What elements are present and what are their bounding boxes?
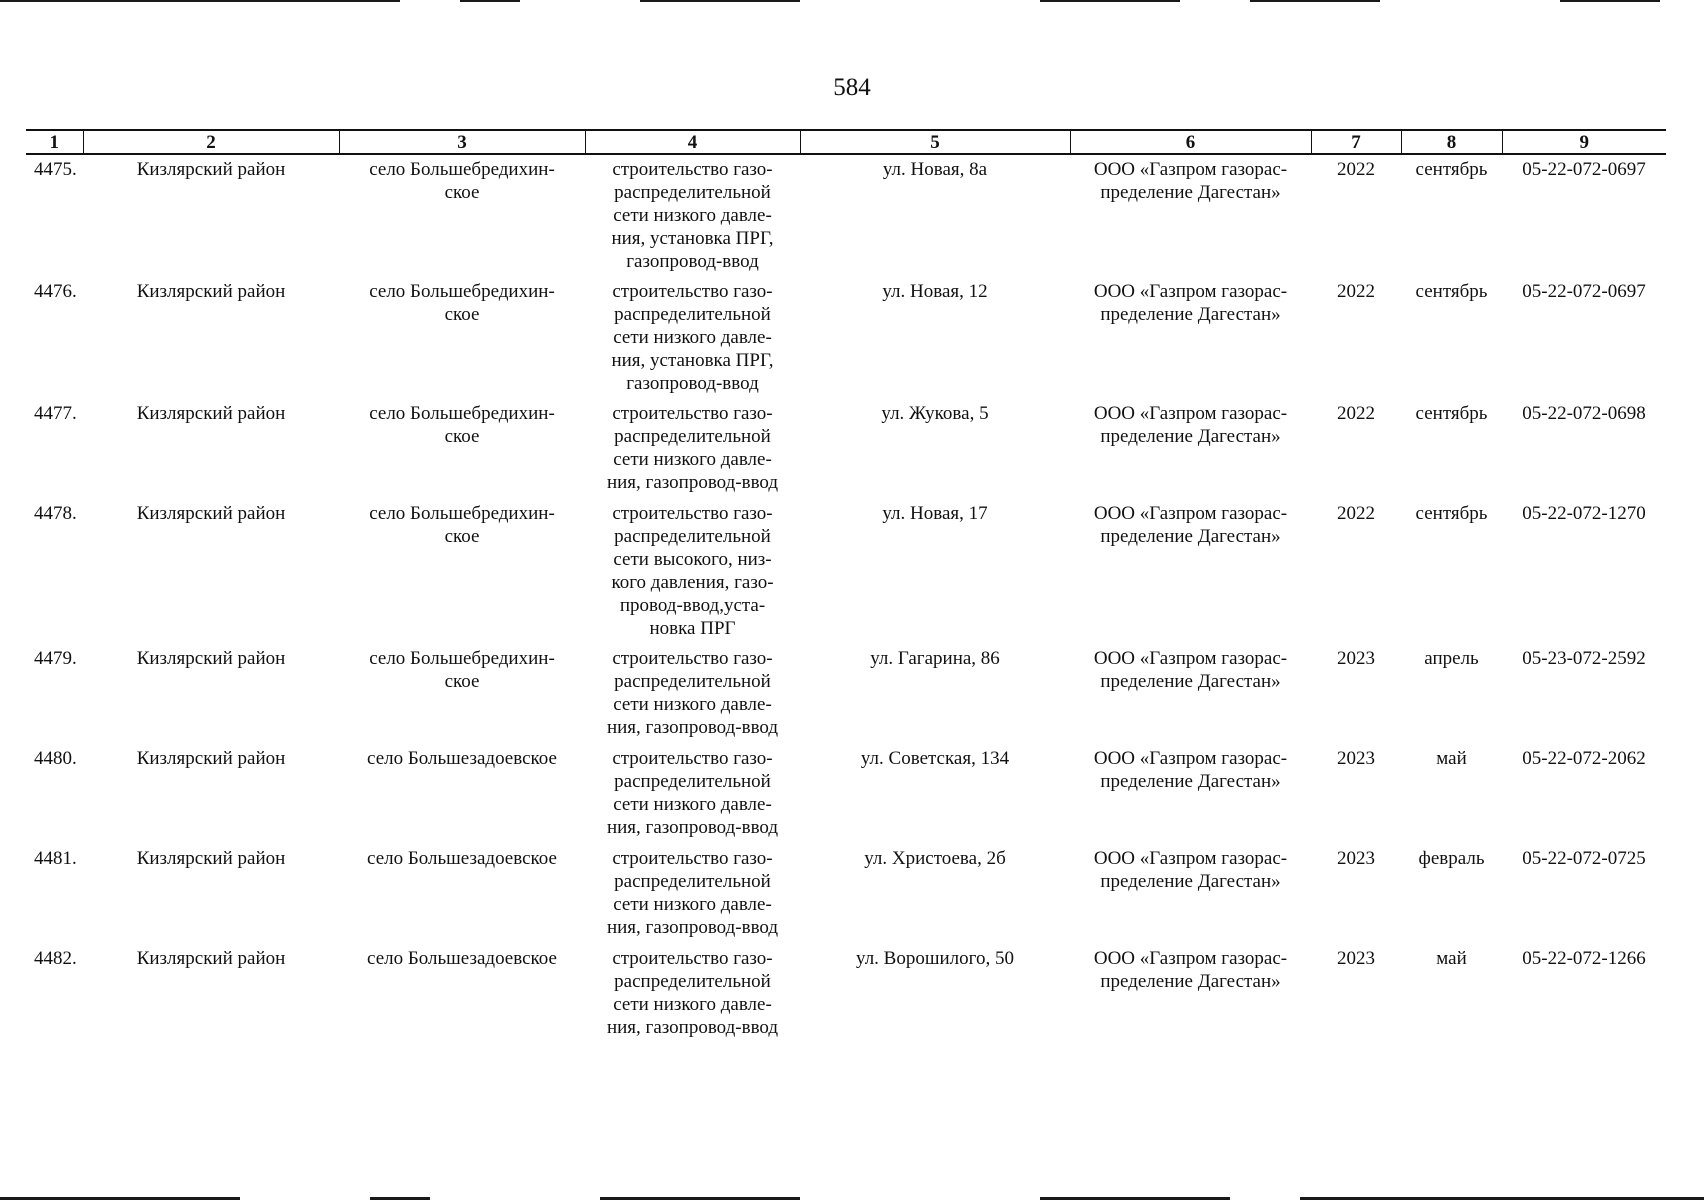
column-header-2: 2 <box>83 130 339 154</box>
month-cell: май <box>1436 748 1467 769</box>
organization-cell <box>1070 944 1311 1044</box>
column-header-1: 1 <box>26 130 83 154</box>
row-number: 4476. <box>34 281 77 302</box>
settlement-cell-line: ское <box>444 671 480 692</box>
settlement-cell-line: ское <box>444 526 480 547</box>
work-description-cell-line: строительство газо- <box>612 848 773 869</box>
work-description-cell-line: ния, газопровод-ввод <box>606 1017 779 1038</box>
organization-cell <box>1070 277 1311 399</box>
row-number: 4482. <box>34 948 77 969</box>
district-cell: Кизлярский район <box>136 648 286 669</box>
year-cell: 2022 <box>1337 503 1375 524</box>
settlement-cell <box>339 844 585 944</box>
code-cell: 05-22-072-0725 <box>1522 848 1646 869</box>
settlement-cell-line: село Большезадоевское <box>367 948 557 969</box>
scan-edge-top-4 <box>1040 0 1180 2</box>
code-cell: 05-22-072-0698 <box>1522 403 1646 424</box>
settlement-cell-line: ское <box>444 182 480 203</box>
row-number: 4475. <box>34 159 77 180</box>
work-description-cell-line: строительство газо- <box>612 948 773 969</box>
year-cell: 2023 <box>1337 848 1375 869</box>
year-cell: 2022 <box>1337 159 1375 180</box>
organization-cell-line: ООО «Газпром газорас- <box>1093 648 1288 669</box>
work-description-cell <box>585 154 800 277</box>
settlement-cell <box>339 499 585 644</box>
scan-edge-top-3 <box>640 0 800 2</box>
settlement-cell-line: село Большезадоевское <box>367 848 557 869</box>
address-cell: ул. Новая, 17 <box>882 503 988 524</box>
organization-cell-line: пределение Дагестан» <box>1100 771 1281 792</box>
work-description-cell-line: ния, газопровод-ввод <box>606 817 779 838</box>
settlement-cell <box>339 944 585 1044</box>
work-description-cell-line: сети низкого давле- <box>613 694 772 715</box>
organization-cell-line: ООО «Газпром газорас- <box>1093 503 1288 524</box>
column-header-3: 3 <box>339 130 585 154</box>
work-description-cell-line: сети низкого давле- <box>613 794 772 815</box>
organization-cell-line: ООО «Газпром газорас- <box>1093 159 1288 180</box>
row-number: 4481. <box>34 848 77 869</box>
work-description-cell-line: ния, газопровод-ввод <box>606 472 779 493</box>
district-cell: Кизлярский район <box>136 948 286 969</box>
column-header-7: 7 <box>1311 130 1401 154</box>
work-description-cell-line: распределительной <box>614 971 771 992</box>
row-number: 4477. <box>34 403 77 424</box>
work-description-cell-line: сети низкого давле- <box>613 894 772 915</box>
work-description-cell <box>585 844 800 944</box>
work-description-cell-line: новка ПРГ <box>649 618 736 639</box>
code-cell: 05-22-072-1266 <box>1522 948 1646 969</box>
column-header-8: 8 <box>1401 130 1502 154</box>
organization-cell-line: пределение Дагестан» <box>1100 671 1281 692</box>
work-description-cell <box>585 399 800 499</box>
work-description-cell-line: распределительной <box>614 304 771 325</box>
page-number: 584 <box>833 74 871 101</box>
organization-cell-line: ООО «Газпром газорас- <box>1093 281 1288 302</box>
column-header-4: 4 <box>585 130 800 154</box>
settlement-cell <box>339 154 585 277</box>
settlement-cell-line: ское <box>444 304 480 325</box>
column-header-6: 6 <box>1070 130 1311 154</box>
work-description-cell-line: строительство газо- <box>612 748 773 769</box>
settlement-cell <box>339 399 585 499</box>
settlement-cell <box>339 644 585 744</box>
work-description-cell-line: строительство газо- <box>612 503 773 524</box>
month-cell: сентябрь <box>1415 281 1488 302</box>
work-description-cell <box>585 944 800 1044</box>
district-cell: Кизлярский район <box>136 848 286 869</box>
work-description-cell-line: строительство газо- <box>612 648 773 669</box>
month-cell: февраль <box>1418 848 1485 869</box>
scan-edge-top-6 <box>1560 0 1660 2</box>
month-cell: сентябрь <box>1415 403 1488 424</box>
table-row <box>26 277 1666 399</box>
work-description-cell-line: ния, газопровод-ввод <box>606 717 779 738</box>
district-cell: Кизлярский район <box>136 403 286 424</box>
organization-cell-line: пределение Дагестан» <box>1100 304 1281 325</box>
code-cell: 05-22-072-1270 <box>1522 503 1646 524</box>
settlement-cell-line: село Большебредихин- <box>369 503 555 524</box>
month-cell: сентябрь <box>1415 159 1488 180</box>
organization-cell-line: пределение Дагестан» <box>1100 971 1281 992</box>
work-description-cell-line: распределительной <box>614 771 771 792</box>
organization-cell <box>1070 154 1311 277</box>
organization-cell <box>1070 499 1311 644</box>
organization-cell-line: ООО «Газпром газорас- <box>1093 848 1288 869</box>
table-row <box>26 399 1666 499</box>
organization-cell-line: пределение Дагестан» <box>1100 182 1281 203</box>
organization-cell-line: пределение Дагестан» <box>1100 426 1281 447</box>
work-description-cell-line: сети низкого давле- <box>613 205 772 226</box>
work-description-cell-line: ния, установка ПРГ, <box>611 228 774 249</box>
register-table-wrap <box>26 129 1666 1044</box>
work-description-cell <box>585 499 800 644</box>
work-description-cell-line: сети высокого, низ- <box>613 549 772 570</box>
work-description-cell-line: газопровод-ввод <box>626 251 759 272</box>
column-header-9: 9 <box>1502 130 1666 154</box>
work-description-cell-line: провод-ввод,уста- <box>619 595 766 616</box>
scan-edge-top-2 <box>460 0 520 2</box>
scan-edge-top-1 <box>0 0 400 2</box>
table-row <box>26 644 1666 744</box>
table-row <box>26 499 1666 644</box>
row-number: 4478. <box>34 503 77 524</box>
settlement-cell-line: село Большебредихин- <box>369 281 555 302</box>
year-cell: 2023 <box>1337 948 1375 969</box>
work-description-cell-line: сети низкого давле- <box>613 994 772 1015</box>
header-row <box>26 130 1666 154</box>
district-cell: Кизлярский район <box>136 159 286 180</box>
month-cell: сентябрь <box>1415 503 1488 524</box>
work-description-cell <box>585 744 800 844</box>
work-description-cell-line: распределительной <box>614 526 771 547</box>
address-cell: ул. Ворошилого, 50 <box>856 948 1014 969</box>
work-description-cell <box>585 277 800 399</box>
year-cell: 2022 <box>1337 403 1375 424</box>
year-cell: 2023 <box>1337 748 1375 769</box>
settlement-cell <box>339 277 585 399</box>
table-row <box>26 744 1666 844</box>
organization-cell-line: ООО «Газпром газорас- <box>1093 748 1288 769</box>
organization-cell-line: ООО «Газпром газорас- <box>1093 403 1288 424</box>
month-cell: апрель <box>1424 648 1479 669</box>
table-body <box>26 154 1666 1044</box>
work-description-cell-line: сети низкого давле- <box>613 327 772 348</box>
scan-edge-top-5 <box>1250 0 1380 2</box>
settlement-cell-line: ское <box>444 426 480 447</box>
year-cell: 2022 <box>1337 281 1375 302</box>
code-cell: 05-23-072-2592 <box>1522 648 1646 669</box>
work-description-cell-line: кого давления, газо- <box>611 572 774 593</box>
address-cell: ул. Новая, 12 <box>882 281 988 302</box>
work-description-cell-line: распределительной <box>614 871 771 892</box>
settlement-cell-line: село Большебредихин- <box>369 648 555 669</box>
code-cell: 05-22-072-0697 <box>1522 281 1646 302</box>
address-cell: ул. Жукова, 5 <box>881 403 989 424</box>
column-header-5: 5 <box>800 130 1070 154</box>
work-description-cell-line: сети низкого давле- <box>613 449 772 470</box>
organization-cell-line: пределение Дагестан» <box>1100 871 1281 892</box>
organization-cell <box>1070 399 1311 499</box>
work-description-cell-line: строительство газо- <box>612 403 773 424</box>
work-description-cell-line: распределительной <box>614 426 771 447</box>
settlement-cell-line: село Большебредихин- <box>369 159 555 180</box>
settlement-cell-line: село Большебредихин- <box>369 403 555 424</box>
work-description-cell-line: распределительной <box>614 182 771 203</box>
address-cell: ул. Гагарина, 86 <box>870 648 1000 669</box>
work-description-cell-line: распределительной <box>614 671 771 692</box>
table-row <box>26 154 1666 277</box>
table-row <box>26 844 1666 944</box>
code-cell: 05-22-072-2062 <box>1522 748 1646 769</box>
work-description-cell-line: строительство газо- <box>612 281 773 302</box>
district-cell: Кизлярский район <box>136 281 286 302</box>
district-cell: Кизлярский район <box>136 748 286 769</box>
table-row <box>26 944 1666 1044</box>
work-description-cell-line: ния, установка ПРГ, <box>611 350 774 371</box>
settlement-cell-line: село Большезадоевское <box>367 748 557 769</box>
row-number: 4480. <box>34 748 77 769</box>
organization-cell-line: ООО «Газпром газорас- <box>1093 948 1288 969</box>
year-cell: 2023 <box>1337 648 1375 669</box>
address-cell: ул. Христоева, 2б <box>864 848 1006 869</box>
organization-cell <box>1070 744 1311 844</box>
work-description-cell-line: газопровод-ввод <box>626 373 759 394</box>
address-cell: ул. Новая, 8а <box>882 159 988 180</box>
code-cell: 05-22-072-0697 <box>1522 159 1646 180</box>
register-table <box>26 129 1666 1044</box>
work-description-cell <box>585 644 800 744</box>
district-cell: Кизлярский район <box>136 503 286 524</box>
month-cell: май <box>1436 948 1467 969</box>
row-number: 4479. <box>34 648 77 669</box>
organization-cell <box>1070 844 1311 944</box>
work-description-cell-line: ния, газопровод-ввод <box>606 917 779 938</box>
settlement-cell <box>339 744 585 844</box>
work-description-cell-line: строительство газо- <box>612 159 773 180</box>
organization-cell-line: пределение Дагестан» <box>1100 526 1281 547</box>
organization-cell <box>1070 644 1311 744</box>
address-cell: ул. Советская, 134 <box>860 748 1010 769</box>
